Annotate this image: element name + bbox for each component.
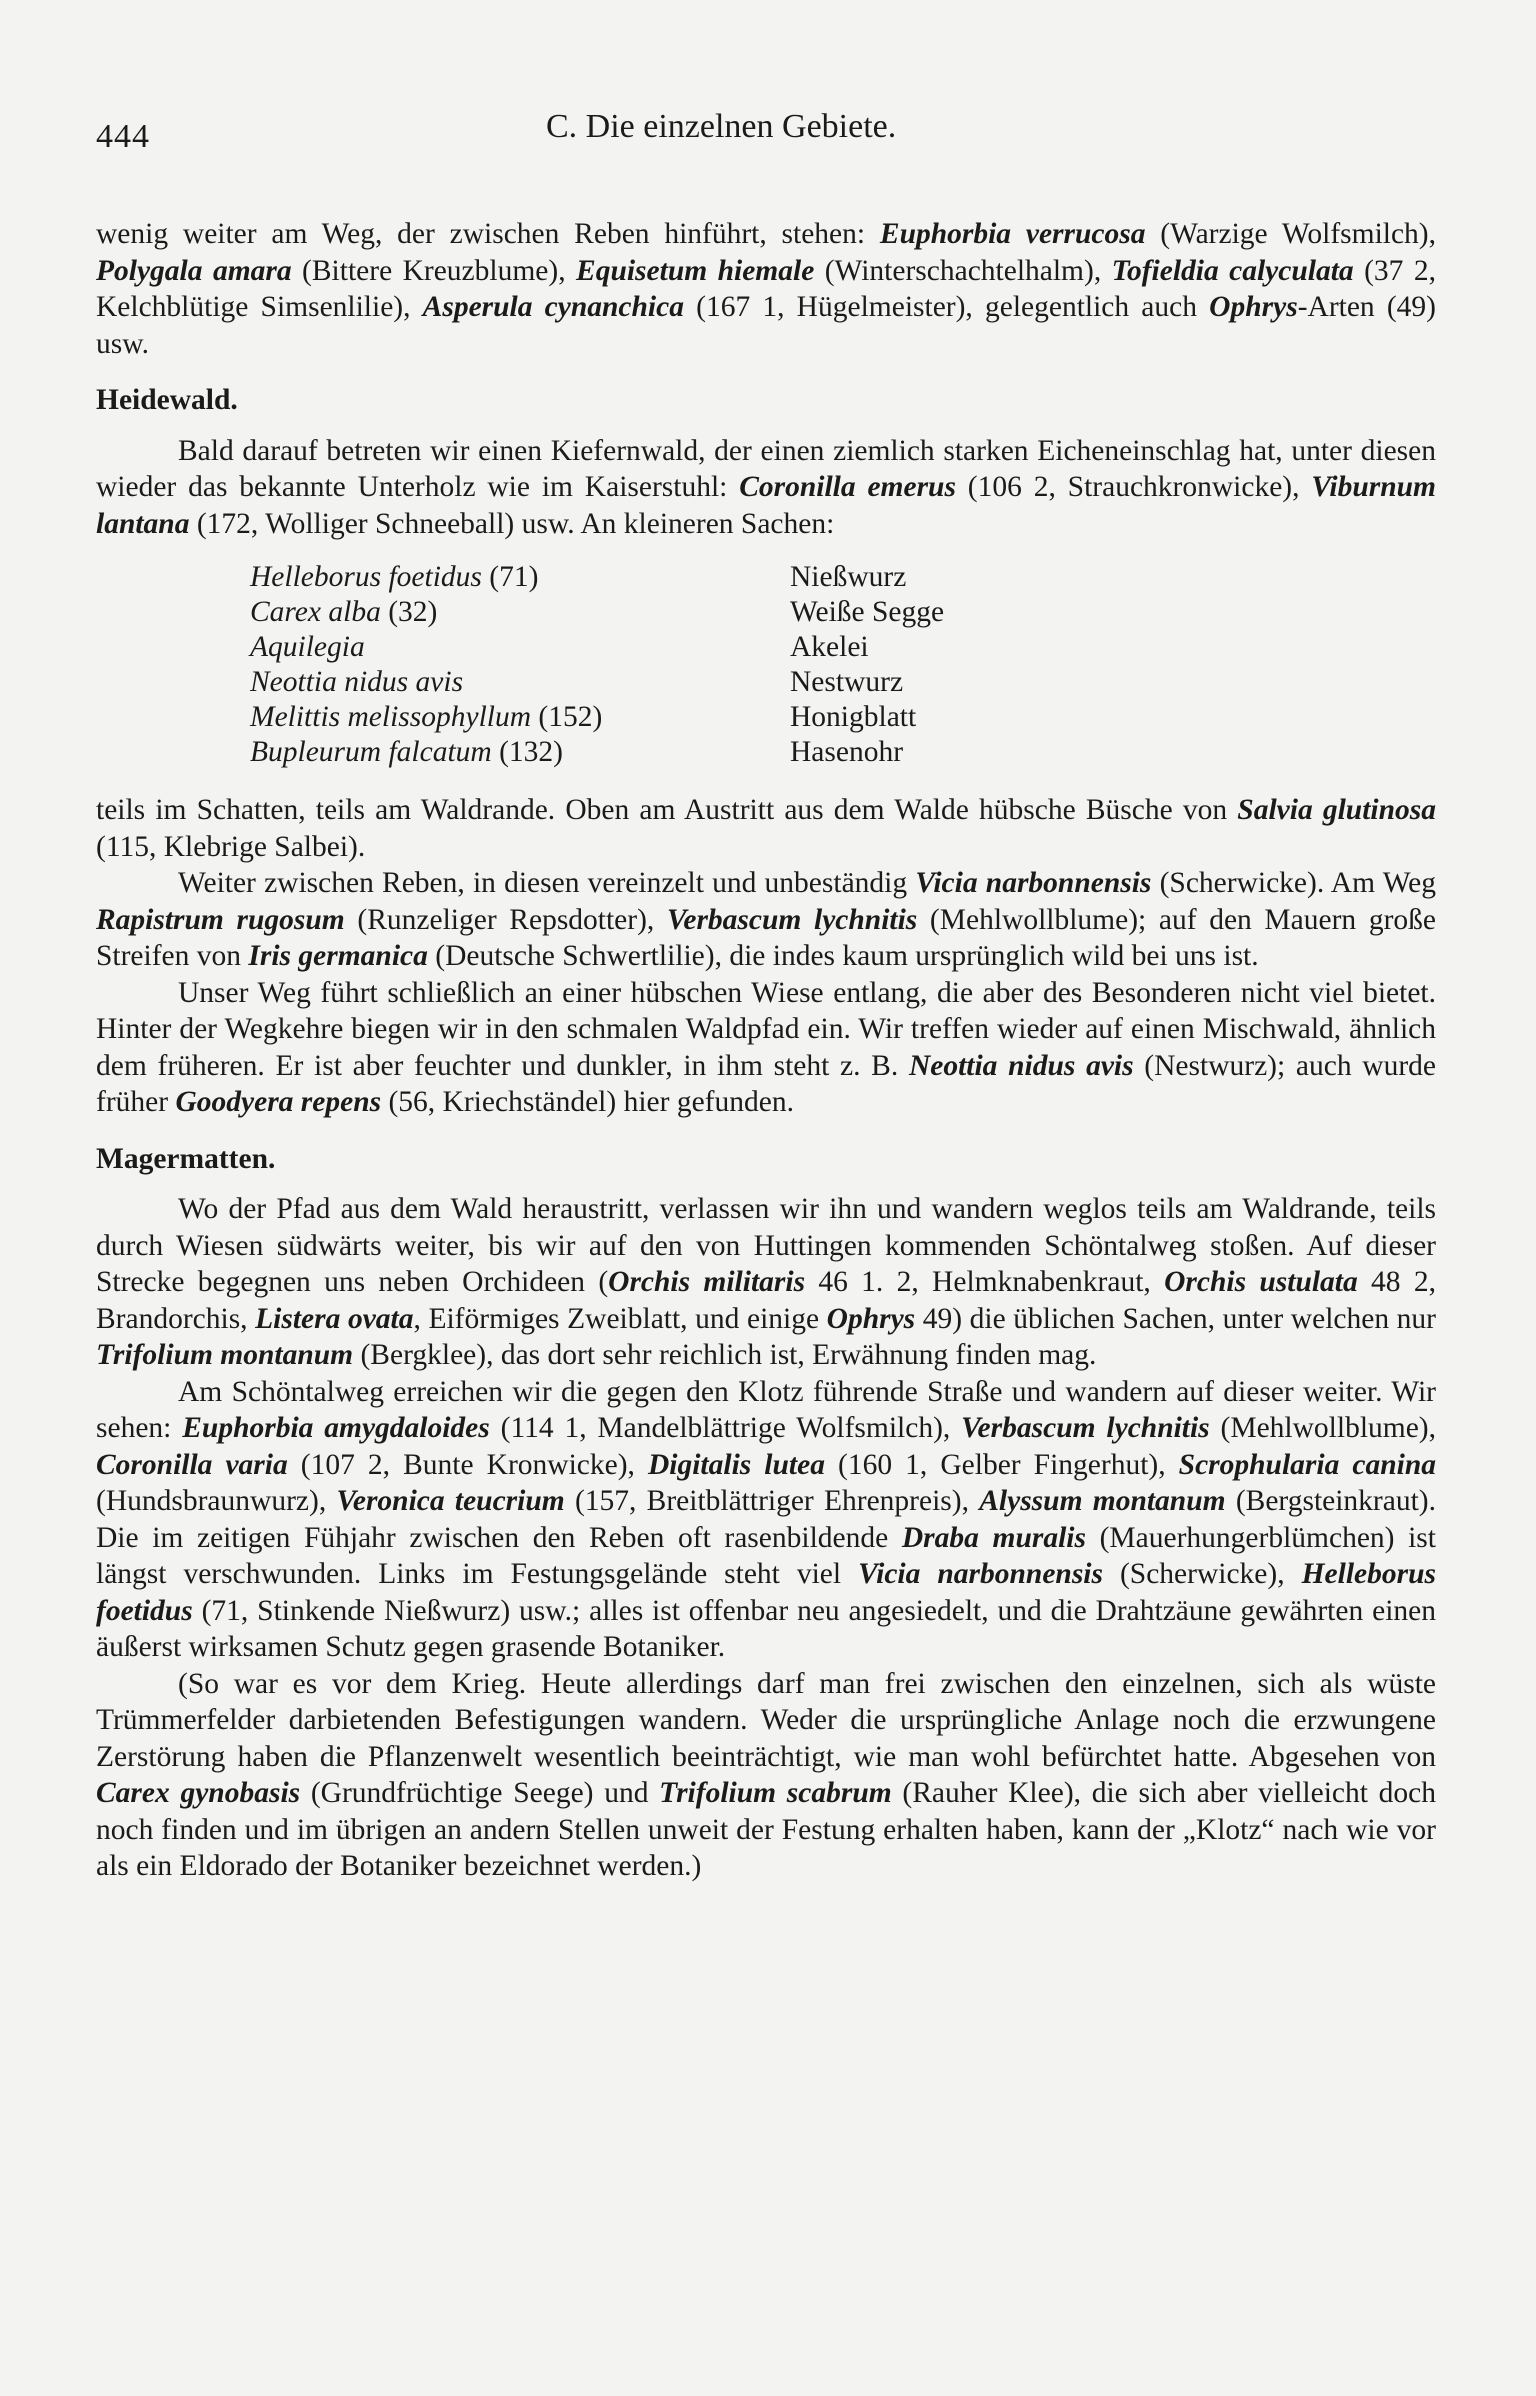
heidewald-paragraph-3: Weiter zwischen Reben, in diesen vereinzelt und unbeständig Vicia narbonnensis (Scherwicke). Am Weg Rapistrum rugosum (Runzeliger Repsdotter), Verbascum lychnitis (Mehlwollblume); auf den Mauern große Streifen von Iris germanica (Deutsche Schwertlilie), die indes kaum ursprünglich wild bei uns ist. — [96, 867, 1437, 972]
heidewald-paragraph-2: teils im Schatten, teils am Waldrande. Oben am Austritt aus dem Walde hübsche Büsche von Salvia glutinosa (115, Klebrige Salbei). — [96, 794, 1436, 863]
species-latin: Helleborus foetidus — [250, 561, 482, 593]
species-latin: Aquilegia — [250, 631, 365, 663]
species-german: Akelei — [790, 631, 869, 663]
species-latin: Neottia nidus avis — [250, 666, 464, 698]
species-german: Honigblatt — [790, 701, 917, 733]
species-latin: Bupleurum falcatum — [250, 736, 492, 768]
heidewald-paragraph-1: Bald darauf betreten wir einen Kiefernwald, der einen ziemlich starken Eicheneinschlag hat, unter diesen wieder das bekannte Unterholz wie im Kaiserstuhl: Coronilla emerus (106 2, Strauchkronwicke), Viburnum lantana (172, Wolliger Schneeball) usw. An kleineren Sachen: — [96, 434, 1436, 540]
page-header — [96, 100, 1436, 160]
species-german: Nestwurz — [790, 666, 904, 698]
magermatten-paragraph-3: (So war es vor dem Krieg. Heute allerdings darf man frei zwischen den einzelnen, sich als wüste Trümmerfelder darbietenden Befestigungen wandern. Weder die ursprüngliche Anlage noch die erzwungene Zerstörung haben die Pflanzenwelt wesentlich beeinträchtigt, wie man wohl befürchtet hatte. Abgesehen von Carex gynobasis (Grundfrüchtige Seege) und Trifolium scabrum (Rauher Klee), die sich aber vielleicht doch noch finden und im übrigen an andern Stellen unweit der Festung erhalten haben, kann der „Klotz“ nach wie vor als ein Eldorado der Botaniker bezeichnet werden.) — [96, 1667, 1436, 1882]
body-text — [96, 216, 1436, 1885]
species-german: Weiße Segge — [790, 596, 945, 628]
section-heading-heidewald: Heidewald. — [96, 384, 238, 416]
running-title: C. Die einzelnen Gebiete. — [546, 108, 897, 145]
intro-paragraph: wenig weiter am Weg, der zwischen Reben hinführt, stehen: Euphorbia verrucosa (Warzige Wolfsmilch), Polygala amara (Bittere Kreuzblume), Equisetum hiemale (Winterschachtelhalm), Tofieldia calyculata (37 2, Kelchblütige Simsenlilie), Asperula cynanchica (167 1, Hügelmeister), gelegentlich auch Ophrys-Arten (49) usw. — [96, 218, 1436, 360]
magermatten-paragraph-1: Wo der Pfad aus dem Wald heraustritt, verlassen wir ihn und wandern weglos teils am Waldrande, teils durch Wiesen südwärts weiter, bis wir auf den von Huttingen kommenden Schöntalweg stoßen. Auf dieser Strecke begegnen uns neben Orchideen (Orchis militaris 46 1. 2, Helmknabenkraut, Orchis ustulata 48 2, Brandorchis, Listera ovata, Eiförmiges Zweiblatt, und einige Ophrys 49) die üblichen Sachen, unter welchen nur Trifolium montanum (Bergklee), das dort sehr reichlich ist, Erwähnung finden mag. — [96, 1193, 1436, 1371]
heidewald-paragraph-4: Unser Weg führt schließlich an einer hübschen Wiese entlang, die aber des Besonderen nicht viel bietet. Hinter der Wegkehre biegen wir in den schmalen Waldpfad ein. Wir treffen wieder auf einen Mischwald, ähnlich dem früheren. Er ist aber feuchter und dunkler, in ihm steht z. B. Neottia nidus avis (Nestwurz); auch wurde früher Goodyera repens (56, Kriechständel) hier gefunden. — [96, 976, 1436, 1118]
species-row — [250, 665, 944, 700]
species-german: Hasenohr — [790, 736, 904, 768]
magermatten-paragraph-2: Am Schöntalweg erreichen wir die gegen den Klotz führende Straße und wandern auf dieser weiter. Wir sehen: Euphorbia amygdaloides (114 1, Mandelblättrige Wolfsmilch), Verbascum lychnitis (Mehlwollblume), Coronilla varia (107 2, Bunte Kronwicke), Digitalis lutea (160 1, Gelber Fingerhut), Scrophularia canina (Hundsbraunwurz), Veronica teucrium (157, Breitblättriger Ehrenpreis), Alyssum montanum (Bergsteinkraut). Die im zeitigen Fühjahr zwischen den Reben oft rasenbildende Draba muralis (Mauerhungerblümchen) ist längst verschwunden. Links im Festungsgelände steht viel Vicia narbonnensis (Scherwicke), Helleborus foetidus (71, Stinkende Nießwurz) usw.; alles ist offenbar neu angesiedelt, und die Drahtzäune gewährten einen äußerst wirksamen Schutz gegen grasende Botaniker. — [96, 1375, 1437, 1663]
section-heading-magermatten: Magermatten. — [96, 1142, 276, 1175]
species-row: Helleborus foetidus (71) Nießwurz — [250, 560, 944, 595]
species-table — [250, 560, 944, 770]
page-number: 444 — [96, 118, 150, 155]
species-row: Melittis melissophyllum (152) Honigblatt — [250, 700, 944, 735]
species-latin: Carex alba — [250, 596, 381, 628]
species-german: Nießwurz — [790, 561, 907, 593]
species-row — [250, 630, 944, 665]
species-row: Carex alba (32) Weiße Segge — [250, 596, 945, 628]
species-row: Bupleurum falcatum (132) Hasenohr — [250, 735, 944, 770]
species-latin: Melittis melissophyllum — [250, 701, 532, 733]
